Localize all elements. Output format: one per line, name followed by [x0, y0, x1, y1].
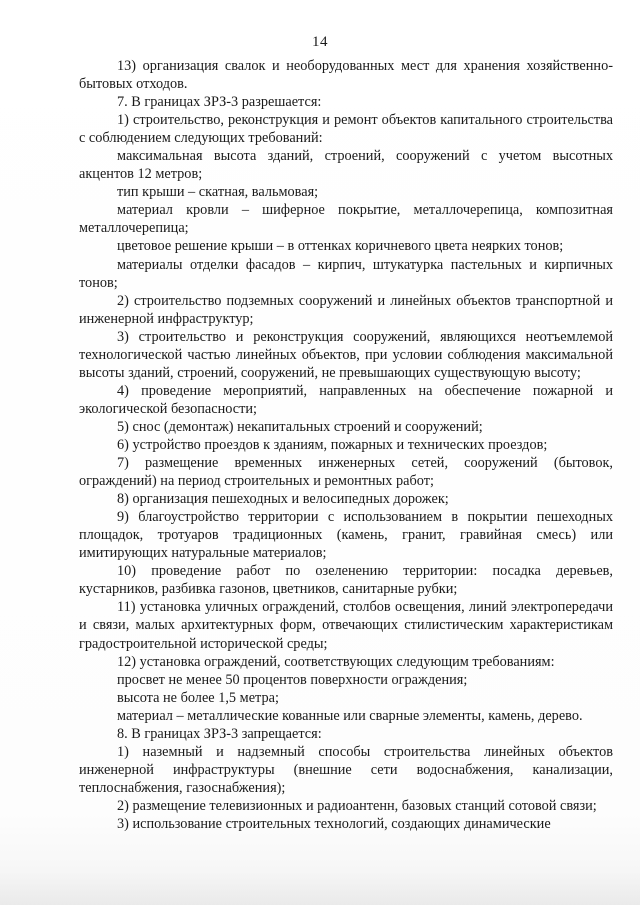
page-bottom-shadow	[0, 871, 640, 905]
paragraph-item-10: 10) проведение работ по озеленению территории: посадка деревьев, кустарников, разбивка газонов, цветников, санитарные рубки;	[79, 563, 613, 598]
requirement-roof-type: тип крыши – скатная, вальмовая;	[117, 184, 319, 201]
page-number: 14	[312, 34, 328, 50]
prohibited-item-2: 2) размещение телевизионных и радиоантенн, базовых станций сотовой связи;	[117, 797, 597, 814]
paragraph-item-7: 7) размещение временных инженерных сетей, сооружений (бытовок, ограждений) на период строительных и ремонтных работ;	[79, 455, 613, 490]
paragraph-item-11: 11) установка уличных ограждений, столбов освещения, линий электропередачи и связи, малых архитектурных форм, отвечающих стилистическим характеристикам градостроительной исторической среды;	[79, 599, 613, 652]
requirement-max-height: максимальная высота зданий, строений, сооружений с учетом высотных акцентов 12 метров;	[79, 148, 613, 183]
requirement-roof-color: цветовое решение крыши – в оттенках коричневого цвета неярких тонов;	[117, 238, 564, 255]
prohibited-item-1: 1) наземный и надземный способы строительства линейных объектов инженерной инфраструктуры (внешние сети водоснабжения, канализации, теплоснабжения, газоснабжения);	[79, 743, 613, 796]
paragraph-item-5: 5) снос (демонтаж) некапитальных строений и сооружений;	[117, 418, 483, 435]
prohibited-item-3: 3) использование строительных технологий, создающих динамические	[117, 815, 551, 832]
requirement-clearance: просвет не менее 50 процентов поверхности ограждения;	[117, 671, 468, 688]
document-body	[79, 57, 613, 833]
requirement-fence-height: высота не более 1,5 метра;	[117, 689, 279, 706]
paragraph-item-3: 3) строительство и реконструкция сооружений, являющихся неотъемлемой технологической частью линейных объектов, при условии соблюдения максимальной высоты зданий, строений, сооружений, не превышающих существующую высоту;	[79, 328, 613, 381]
paragraph-item-13: 13) организация свалок и необорудованных мест для хранения хозяйственно-бытовых отходов.	[79, 58, 613, 93]
paragraph-item-6: 6) устройство проездов к зданиям, пожарных и технических проездов;	[117, 436, 548, 453]
paragraph-item-8: 8) организация пешеходных и велосипедных дорожек;	[117, 491, 449, 508]
paragraph-item-4: 4) проведение мероприятий, направленных на обеспечение пожарной и экологической безопасности;	[79, 382, 613, 417]
requirement-roof-material: материал кровли – шиферное покрытие, металлочерепица, композитная металлочерепица;	[79, 202, 613, 237]
paragraph-item-9: 9) благоустройство территории с использованием в покрытии пешеходных площадок, тротуаров традиционных (камень, гранит, гравийная смесь) или имитирующих натуральные материалов;	[79, 509, 613, 562]
requirement-fence-material: материал – металлические кованные или сварные элементы, камень, дерево.	[117, 707, 583, 724]
requirement-facade-material: материалы отделки фасадов – кирпич, штукатурка пастельных и кирпичных тонов;	[79, 256, 613, 291]
section-7-heading: 7. В границах ЗРЗ-3 разрешается:	[117, 94, 322, 111]
section-8-heading: 8. В границах ЗРЗ-3 запрещается:	[117, 725, 322, 742]
paragraph-item-1: 1) строительство, реконструкция и ремонт объектов капитального строительства с соблюдением следующих требований:	[79, 112, 613, 147]
paragraph-item-12: 12) установка ограждений, соответствующих следующим требованиям:	[117, 653, 555, 670]
paragraph-item-2: 2) строительство подземных сооружений и линейных объектов транспортной и инженерной инфраструктур;	[79, 292, 613, 327]
